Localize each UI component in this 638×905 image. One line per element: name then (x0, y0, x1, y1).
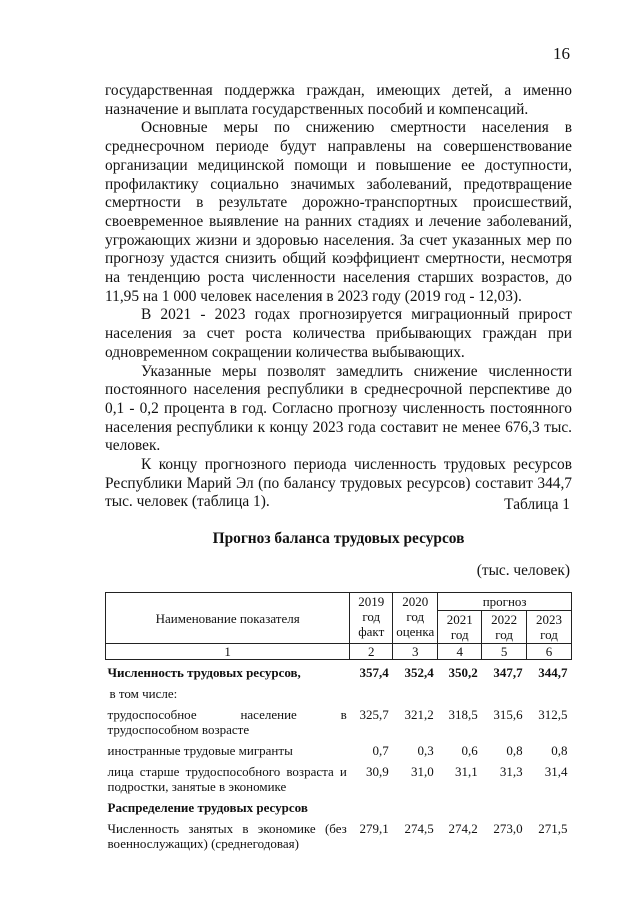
table-row (106, 738, 572, 759)
cell-2019: 279,1 (359, 821, 389, 836)
body-text (105, 82, 572, 512)
column-number: 2 (350, 644, 393, 660)
cell-2020: 31,0 (411, 764, 434, 779)
paragraph: К концу прогнозного периода численность трудовых ресурсов Республики Марий Эл (по балансу трудовых ресурсов) составит 344,7 тыс. человек (таблица 1). (105, 456, 572, 511)
table-row (106, 702, 572, 738)
column-number: 3 (393, 644, 438, 660)
header-2021-year: 2021 (446, 612, 473, 627)
cell-2021: 318,5 (448, 707, 478, 722)
header-2022-year: 2022 (491, 612, 518, 627)
header-2020 (393, 593, 438, 644)
header-2021 (438, 611, 482, 644)
cell-2020: 352,4 (404, 665, 434, 680)
cell-2022: 31,3 (499, 764, 523, 779)
row-name: иностранные трудовые мигранты (107, 743, 293, 758)
header-name: Наименование показателя (106, 593, 350, 644)
paragraph: государственная поддержка граждан, имеющих детей, а именно назначение и выплата государственных пособий и компенсаций. (105, 82, 572, 118)
cell-2019: 357,4 (359, 665, 389, 680)
table-row (106, 759, 572, 795)
cell-2023: 344,7 (538, 665, 568, 680)
row-name: в том числе: (109, 686, 178, 701)
paragraph: Основные меры по снижению смертности населения в среднесрочном периоде будут направлены на совершенствование организации медицинской помощи и повышение ее доступности, профилактику социально значимых заболеваний, предотвращение смертности в результате дорожно-транспортных происшествий, своевременное выявление на ранних стадиях и лечение заболеваний, угрожающих жизни и здоровью населения. За счет указанных мер по прогнозу удастся снизить общий коэффициент смертности, несмотря на тенденцию роста численности населения старших возрастов, до 11,95 на 1 000 человек населения в 2023 году (2019 год - 12,03). (105, 119, 572, 305)
cell-2019: 325,7 (359, 707, 389, 722)
cell-2022: 347,7 (493, 665, 523, 680)
header-2019 (350, 593, 393, 644)
header-2023-unit: год (540, 627, 558, 642)
header-2019-year: 2019 (358, 594, 385, 609)
table-label: Таблица 1 (504, 496, 570, 513)
cell-2022: 315,6 (493, 707, 523, 722)
cell-2020: 321,2 (404, 707, 434, 722)
table-row (106, 795, 572, 816)
row-name: Распределение трудовых ресурсов (107, 800, 308, 815)
table-row (106, 660, 572, 682)
header-2023 (527, 611, 572, 644)
table-title: Прогноз баланса трудовых ресурсов (212, 530, 465, 547)
cell-2021: 350,2 (448, 665, 478, 680)
cell-2023: 0,8 (551, 743, 568, 758)
paragraph: В 2021 - 2023 годах прогнозируется миграционный прирост населения за счет роста количества прибывающих граждан при одновременном сокращении количества выбывающих. (105, 306, 572, 361)
cell-2019: 0,7 (372, 743, 389, 758)
column-number: 6 (527, 644, 572, 660)
cell-2022: 273,0 (493, 821, 523, 836)
header-2023-year: 2023 (536, 612, 563, 627)
cell-2019: 30,9 (365, 764, 389, 779)
cell-2023: 271,5 (538, 821, 568, 836)
cell-2021: 274,2 (448, 821, 478, 836)
header-2022 (482, 611, 527, 644)
header-2020-type: оценка (396, 624, 435, 639)
cell-2023: 31,4 (544, 764, 568, 779)
table-row (106, 816, 572, 852)
header-2022-unit: год (495, 627, 513, 642)
page-number: 16 (553, 44, 570, 63)
header-2021-unit: год (450, 627, 469, 642)
table-row (106, 681, 572, 702)
column-number: 1 (106, 644, 350, 660)
cell-2020: 274,5 (404, 821, 434, 836)
paragraph: Указанные меры позволят замедлить снижение численности постоянного населения республики в среднесрочной перспективе до 0,1 - 0,2 процента в год. Согласно прогнозу численность постоянного населения республики к концу 2023 года составит не менее 676,3 тыс. человек. (105, 362, 572, 455)
forecast-table (105, 592, 572, 852)
row-name: трудоспособное население в трудоспособном возрасте (107, 707, 347, 737)
row-name: Численность трудовых ресурсов, (107, 665, 301, 680)
column-number: 4 (438, 644, 482, 660)
cell-2020: 0,3 (417, 743, 434, 758)
header-2019-type: факт (358, 624, 385, 639)
cell-2023: 312,5 (538, 707, 568, 722)
header-2019-unit: год (362, 609, 381, 624)
table-units: (тыс. человек) (476, 562, 570, 579)
row-name: Численность занятых в экономике (без военнослужащих) (среднегодовая) (107, 821, 347, 851)
column-number: 5 (482, 644, 527, 660)
cell-2022: 0,8 (506, 743, 523, 758)
row-name: лица старше трудоспособного возраста и подростки, занятые в экономике (107, 764, 347, 794)
header-2020-unit: год (406, 609, 425, 624)
header-forecast: прогноз (438, 593, 572, 611)
header-2020-year: 2020 (402, 594, 429, 609)
cell-2021: 31,1 (454, 764, 478, 779)
cell-2021: 0,6 (461, 743, 478, 758)
